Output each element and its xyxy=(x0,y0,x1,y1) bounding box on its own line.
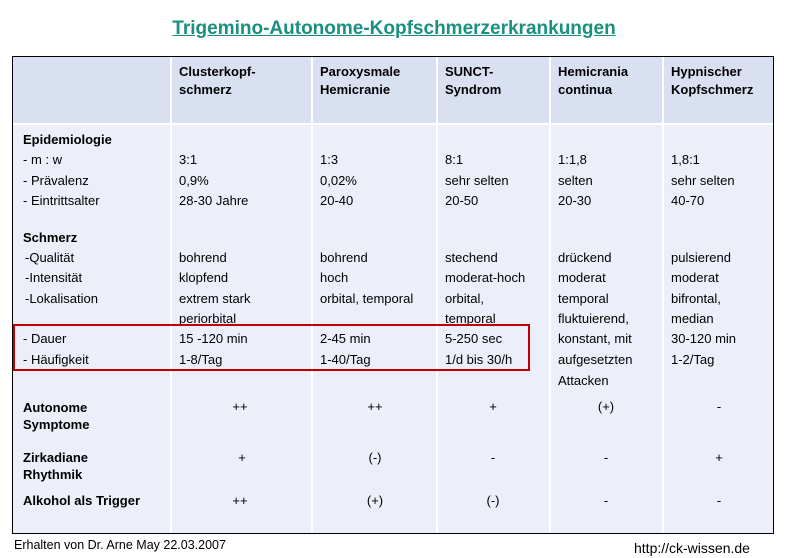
cell: bifrontal, xyxy=(671,291,721,306)
cell: drückend xyxy=(558,250,612,265)
row-label: - Eintrittsalter xyxy=(23,193,100,208)
column-divider xyxy=(662,57,664,533)
column-divider xyxy=(436,57,438,533)
cell: 1-2/Tag xyxy=(671,352,715,367)
row-label: - m : w xyxy=(23,152,62,167)
cell: 0,9% xyxy=(179,173,209,188)
cell: 20-40 xyxy=(320,193,354,208)
cell: moderat xyxy=(671,270,719,285)
cell: temporal xyxy=(558,291,609,306)
cell: 1-40/Tag xyxy=(320,352,371,367)
column-header-sunct: SUNCT- Syndrom xyxy=(445,64,502,97)
cell: orbital, xyxy=(445,291,485,306)
cell: (-) xyxy=(368,450,382,465)
cell: 28-30 Jahre xyxy=(179,193,249,208)
cell: - xyxy=(490,450,496,465)
cell: ++ xyxy=(232,399,248,414)
row-label: - Prävalenz xyxy=(23,173,89,188)
cell: 2-45 min xyxy=(320,331,371,346)
cell: 15 -120 min xyxy=(179,331,248,346)
section-heading-schmerz: Schmerz xyxy=(23,230,78,245)
row-label: Autonome Symptome xyxy=(23,400,90,432)
cell: 20-30 xyxy=(558,193,592,208)
cell: periorbital xyxy=(179,311,237,326)
cell: 30-120 min xyxy=(671,331,737,346)
cell: 3:1 xyxy=(179,152,198,167)
header-divider xyxy=(13,123,773,125)
cell: 1:1,8 xyxy=(558,152,587,167)
cell: ++ xyxy=(232,493,248,508)
row-label: - Häufigkeit xyxy=(23,352,89,367)
cell: - xyxy=(716,493,722,508)
cell: 0,02% xyxy=(320,173,357,188)
cell: 1/d bis 30/h xyxy=(445,352,513,367)
row-label: -Qualität xyxy=(25,250,75,265)
column-header-cluster: Clusterkopf- schmerz xyxy=(179,64,256,97)
cell: bohrend xyxy=(320,250,368,265)
page-title: Trigemino-Autonome-Kopfschmerzerkrankungen xyxy=(172,18,616,39)
cell: 1-8/Tag xyxy=(179,352,223,367)
cell: fluktuierend, xyxy=(558,311,629,326)
cell: extrem stark xyxy=(179,291,251,306)
cell: aufgesetzten xyxy=(558,352,633,367)
column-divider xyxy=(170,57,172,533)
section-heading-epidemiologie: Epidemiologie xyxy=(23,132,112,147)
cell: 1:3 xyxy=(320,152,339,167)
row-label: -Intensität xyxy=(25,270,83,285)
column-header-paroxysmal: Paroxysmale Hemicranie xyxy=(320,64,401,97)
cell: 40-70 xyxy=(671,193,705,208)
cell: - xyxy=(603,493,609,508)
cell: median xyxy=(671,311,714,326)
cell: + xyxy=(489,399,497,414)
row-label: Zirkadiane Rhythmik xyxy=(23,450,89,482)
cell: - xyxy=(603,450,609,465)
cell: konstant, mit xyxy=(558,331,632,346)
cell: 20-50 xyxy=(445,193,479,208)
cell: ++ xyxy=(367,399,383,414)
cell: selten xyxy=(558,173,593,188)
cell: 1,8:1 xyxy=(671,152,700,167)
cell: (+) xyxy=(597,399,615,414)
row-label: -Lokalisation xyxy=(25,291,98,306)
cell: bohrend xyxy=(179,250,227,265)
cell: hoch xyxy=(320,270,349,285)
cell: sehr selten xyxy=(445,173,509,188)
column-header-hemicrania: Hemicrania continua xyxy=(558,64,629,97)
cell: stechend xyxy=(445,250,498,265)
row-label: Alkohol als Trigger xyxy=(23,493,141,508)
cell: pulsierend xyxy=(671,250,731,265)
comparison-table xyxy=(12,56,774,534)
cell: 5-250 sec xyxy=(445,331,503,346)
cell: orbital, temporal xyxy=(320,291,414,306)
cell: klopfend xyxy=(179,270,229,285)
cell: + xyxy=(238,450,246,465)
cell: moderat-hoch xyxy=(445,270,526,285)
cell: sehr selten xyxy=(671,173,735,188)
cell: temporal xyxy=(445,311,496,326)
cell: (+) xyxy=(366,493,384,508)
highlight-box xyxy=(13,324,530,371)
column-divider xyxy=(311,57,313,533)
cell: + xyxy=(715,450,723,465)
cell: Attacken xyxy=(558,373,609,388)
column-header-hypnic: Hypnischer Kopfschmerz xyxy=(671,64,754,97)
cell: - xyxy=(716,399,722,414)
column-divider xyxy=(549,57,551,533)
cell: 8:1 xyxy=(445,152,464,167)
footer-credit: Erhalten von Dr. Arne May 22.03.2007 xyxy=(14,538,226,552)
cell: moderat xyxy=(558,270,606,285)
cell: (-) xyxy=(486,493,500,508)
row-label: - Dauer xyxy=(23,331,67,346)
footer-url[interactable]: http://ck-wissen.de xyxy=(634,540,750,556)
